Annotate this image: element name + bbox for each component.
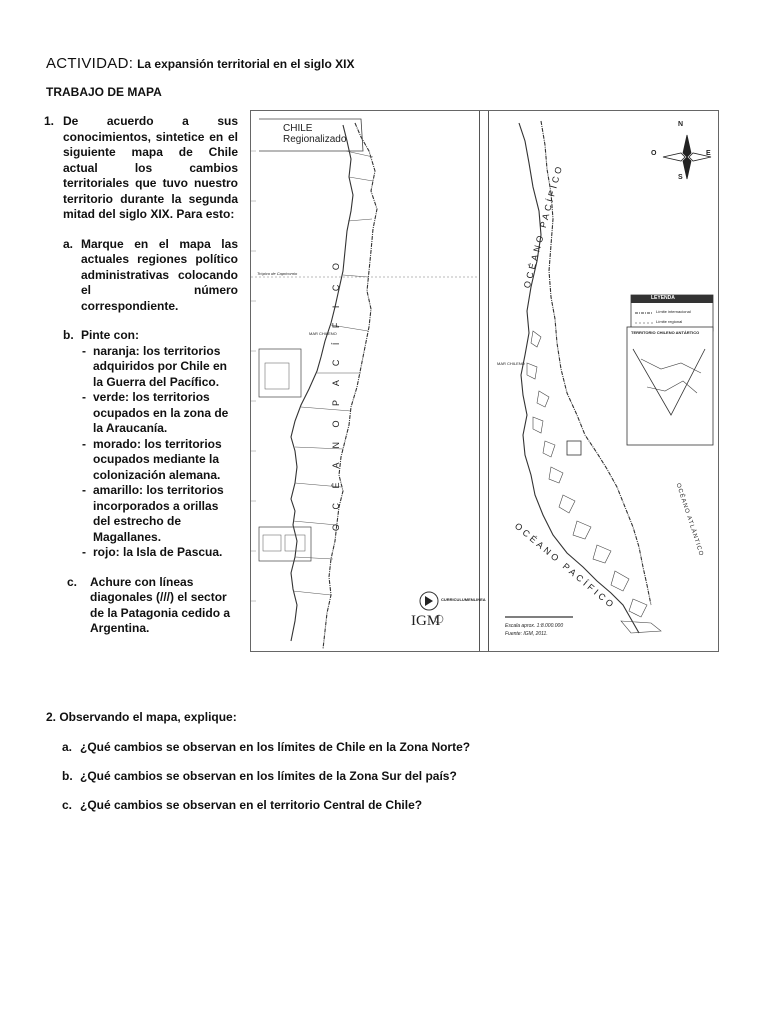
map-panel-divider: [479, 111, 489, 651]
question-1c-text: Achure con líneas diagonales (///) el sector de la Patagonia cedido a Argentina.: [90, 574, 231, 635]
ocean-atlantico-label: OCÉANO ATLÁNTICO: [674, 482, 704, 558]
activity-label: ACTIVIDAD:: [46, 55, 134, 72]
ocean-pacifico-right-bottom-label: OCÉANO PACÍFICO: [512, 520, 618, 612]
question-1b-label: b.: [63, 328, 74, 342]
compass-north: N: [678, 121, 684, 128]
question-1a-label: a.: [63, 236, 74, 251]
question-1a-text: Marque en el mapa las actuales regiones político administrativas colocando el número correspondiente.: [81, 236, 238, 313]
igm-logo-text: IGM: [411, 613, 441, 629]
compass-east: E: [706, 150, 711, 157]
chile-map: [250, 110, 719, 652]
question-2a-text: ¿Qué cambios se observan en los límites de Chile en la Zona Norte?: [80, 740, 471, 754]
activity-subtitle: La expansión territorial en el siglo XIX: [137, 57, 355, 71]
antarctic-label: TERRITORIO CHILENO ANTÁRTICO: [631, 330, 700, 335]
question-2c-text: ¿Qué cambios se observan en el territorio Central de Chile?: [80, 798, 423, 812]
source-text: Fuente: IGM, 2011.: [505, 631, 548, 637]
question-2b-text: ¿Qué cambios se observan en los límites de la Zona Sur del país?: [80, 769, 457, 783]
compass-rose-icon: [663, 135, 711, 179]
question-2c-label: c.: [62, 798, 73, 812]
scale-text: Escala aprox. 1:8.000.000: [505, 623, 564, 629]
legend-item-international: Límite internacional: [656, 309, 691, 314]
activity-title: [46, 55, 354, 72]
color-list: [81, 344, 238, 561]
question-2b-label: b.: [62, 769, 73, 783]
question-1a: [44, 237, 238, 315]
compass-south: S: [678, 174, 683, 181]
compass-west: O: [651, 150, 657, 157]
question-1: [44, 114, 238, 637]
legend-title: LEYENDA: [651, 295, 675, 301]
mar-chileno-right-label: MAR CHILENO: [497, 361, 525, 366]
curriculum-label: CURRICULUMENLINEA: [441, 597, 486, 602]
question-1b: [44, 328, 238, 561]
question-1-number: 1.: [44, 114, 55, 128]
ocean-pacifico-right-top-label: OCÉANO PACÍFICO: [521, 162, 565, 290]
question-2-heading: 2. Observando el mapa, explique:: [46, 710, 237, 724]
question-1b-text: Pinte con:: [81, 328, 140, 342]
south-chile-coastline: [519, 123, 639, 633]
color-item-naranja: - naranja: los territorios adquiridos por Chile en la Guerra del Pacífico.: [81, 344, 238, 391]
question-1c-label: c.: [67, 574, 78, 589]
question-2a-label: a.: [62, 740, 73, 754]
ocean-pacifico-left-label: O C É A N O P A C Í F I C O: [331, 257, 341, 531]
color-item-verde: - verde: los territorios ocupados en la zona de la Araucanía.: [81, 390, 238, 437]
map-title-line2: Regionalizado: [283, 134, 347, 145]
question-1-intro: De acuerdo a sus conocimientos, sintetice en el siguiente mapa de Chile actual los cambios territoriales que tuvo nuestro territorio durante la segunda mitad del siglo XIX. Para esto:: [63, 114, 238, 221]
map-title-line1: CHILE: [283, 123, 313, 134]
color-item-morado: - morado: los territorios ocupados mediante la colonización alemana.: [81, 437, 238, 484]
color-item-rojo: - rojo: la Isla de Pascua.: [81, 545, 238, 561]
tropic-label: Trópico de Capricornio: [257, 271, 298, 276]
question-1c: [44, 575, 238, 637]
legend-item-regional: Límite regional: [656, 319, 683, 324]
color-item-amarillo: - amarillo: los territorios incorporados a orillas del estrecho de Magallanes.: [81, 483, 238, 545]
section-title: TRABAJO DE MAPA: [46, 85, 162, 99]
mar-chileno-label: MAR CHILENO: [309, 331, 337, 336]
map-title: [283, 123, 346, 145]
